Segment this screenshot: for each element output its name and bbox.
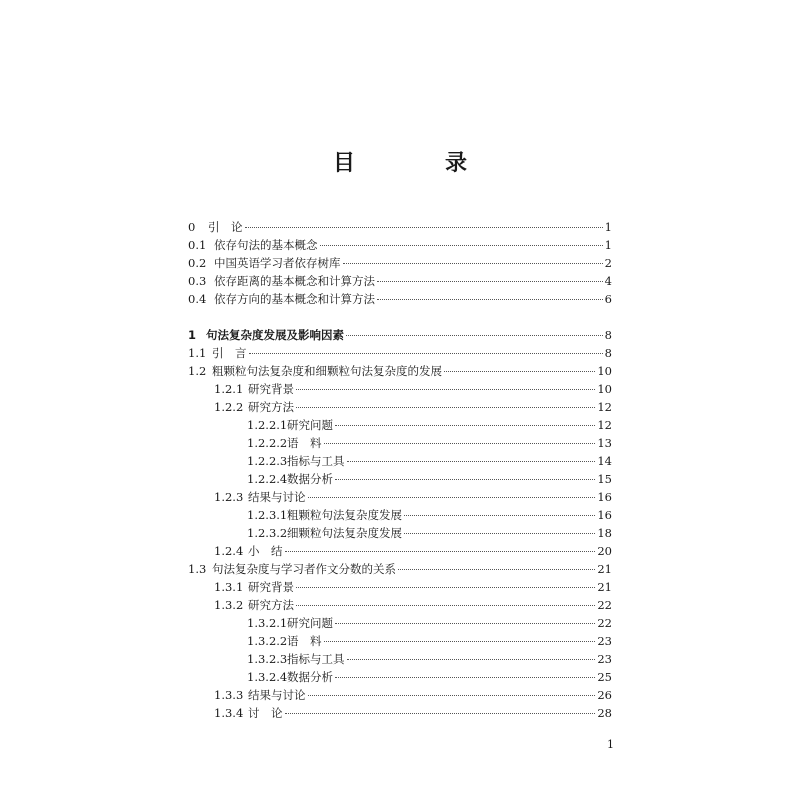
toc-entry-page: 21 bbox=[597, 580, 612, 594]
toc-entry-number: 1.3.2.1 bbox=[247, 616, 288, 630]
toc-entry[interactable] bbox=[247, 524, 612, 542]
toc-entry-page: 26 bbox=[597, 688, 612, 702]
dot-leader bbox=[377, 281, 603, 282]
toc-entry-title: 句法复杂度发展及影响因素 bbox=[206, 328, 344, 342]
toc-entry-page: 23 bbox=[597, 652, 612, 666]
toc-entry-number: 0 bbox=[188, 220, 196, 234]
toc-entry-title: 研究问题 bbox=[287, 418, 333, 432]
dot-leader bbox=[249, 353, 603, 354]
toc-entry-title: 细颗粒句法复杂度发展 bbox=[287, 526, 402, 540]
toc-entry-number: 0.3 bbox=[188, 274, 207, 288]
toc-entry[interactable] bbox=[247, 470, 612, 488]
toc-entry-title: 结果与讨论 bbox=[248, 688, 306, 702]
toc-entry[interactable] bbox=[188, 290, 612, 308]
toc-entry-number: 1.2.2.3 bbox=[247, 454, 288, 468]
toc-entry-number: 0.1 bbox=[188, 238, 207, 252]
toc-entry[interactable] bbox=[188, 344, 612, 362]
toc-entry-title: 研究方法 bbox=[248, 400, 294, 414]
toc-entry-title: 依存句法的基本概念 bbox=[214, 238, 318, 252]
toc-entry-title: 研究背景 bbox=[248, 580, 294, 594]
toc-entry-number: 1.3.4 bbox=[214, 706, 244, 720]
toc-entry-title: 句法复杂度与学习者作文分数的关系 bbox=[212, 562, 396, 576]
toc-entry-title: 依存方向的基本概念和计算方法 bbox=[214, 292, 375, 306]
toc-entry-number: 1.2.2.4 bbox=[247, 472, 288, 486]
toc-entry-page: 10 bbox=[597, 382, 612, 396]
toc-entry-title: 语 料 bbox=[287, 634, 322, 648]
dot-leader bbox=[346, 335, 603, 336]
toc-entry[interactable] bbox=[214, 488, 612, 506]
toc-entry-title: 语 料 bbox=[287, 436, 322, 450]
toc-entry-page: 6 bbox=[604, 292, 612, 306]
toc-entry-page: 12 bbox=[597, 400, 612, 414]
toc-entry-number: 1.3.3 bbox=[214, 688, 244, 702]
toc-entry-title: 引 论 bbox=[208, 220, 243, 234]
toc-entry-page: 8 bbox=[604, 346, 612, 360]
toc-entry-number: 1 bbox=[188, 328, 197, 342]
toc-entry-page: 16 bbox=[597, 490, 612, 504]
toc-entry-page: 25 bbox=[597, 670, 612, 684]
toc-entry-page: 1 bbox=[604, 238, 612, 252]
dot-leader bbox=[296, 389, 595, 390]
toc-entry-page: 21 bbox=[597, 562, 612, 576]
toc-entry[interactable] bbox=[247, 434, 612, 452]
toc-entry-title: 数据分析 bbox=[287, 670, 333, 684]
dot-leader bbox=[308, 695, 596, 696]
toc-entry[interactable] bbox=[188, 560, 612, 578]
toc-entry[interactable] bbox=[247, 650, 612, 668]
dot-leader bbox=[296, 407, 595, 408]
dot-leader bbox=[320, 245, 603, 246]
toc-entry-page: 23 bbox=[597, 634, 612, 648]
toc-entry-page: 16 bbox=[597, 508, 612, 522]
dot-leader bbox=[335, 425, 595, 426]
toc-entry-number: 1.2 bbox=[188, 364, 207, 378]
toc-entry-page: 10 bbox=[597, 364, 612, 378]
toc-entry-number: 1.2.3.1 bbox=[247, 508, 288, 522]
toc-entry[interactable] bbox=[247, 452, 612, 470]
dot-leader bbox=[245, 227, 603, 228]
toc-entry-number: 1.3.2.4 bbox=[247, 670, 288, 684]
toc-entry-title: 研究背景 bbox=[248, 382, 294, 396]
toc-entry-number: 1.2.1 bbox=[214, 382, 244, 396]
toc-entry-number: 1.2.3 bbox=[214, 490, 244, 504]
toc-entry-title: 研究方法 bbox=[248, 598, 294, 612]
dot-leader bbox=[343, 263, 603, 264]
dot-leader bbox=[347, 659, 596, 660]
toc-entry[interactable] bbox=[247, 632, 612, 650]
toc-chapter-entry[interactable] bbox=[188, 326, 612, 344]
toc-entry-page: 14 bbox=[597, 454, 612, 468]
toc-entry-title: 小 结 bbox=[248, 544, 283, 558]
toc-entry[interactable] bbox=[214, 380, 612, 398]
dot-leader bbox=[324, 641, 596, 642]
toc-entry-number: 0.4 bbox=[188, 292, 207, 306]
dot-leader bbox=[335, 623, 595, 624]
toc-entry-title: 粗颗粒句法复杂度发展 bbox=[287, 508, 402, 522]
toc-entry-title: 指标与工具 bbox=[287, 652, 345, 666]
toc-entry-title: 依存距离的基本概念和计算方法 bbox=[214, 274, 375, 288]
toc-entry[interactable] bbox=[247, 416, 612, 434]
toc-entry-page: 4 bbox=[604, 274, 612, 288]
toc-entry-number: 1.2.2 bbox=[214, 400, 244, 414]
dot-leader bbox=[285, 551, 596, 552]
toc-entry-page: 18 bbox=[597, 526, 612, 540]
toc-entry[interactable] bbox=[188, 272, 612, 290]
toc-entry[interactable] bbox=[247, 614, 612, 632]
toc-entry-number: 1.3.2.3 bbox=[247, 652, 288, 666]
toc-entry-page: 1 bbox=[604, 220, 612, 234]
toc-entry-number: 1.3.1 bbox=[214, 580, 244, 594]
toc-entry-number: 1.1 bbox=[188, 346, 207, 360]
toc-entry-title: 中国英语学习者依存树库 bbox=[214, 256, 341, 270]
toc-entry[interactable] bbox=[214, 398, 612, 416]
toc-entry-page: 13 bbox=[597, 436, 612, 450]
toc-entry[interactable] bbox=[214, 596, 612, 614]
toc-entry-page: 28 bbox=[597, 706, 612, 720]
dot-leader bbox=[444, 371, 595, 372]
toc-entry-page: 8 bbox=[604, 328, 612, 342]
toc-entry-title: 讨 论 bbox=[248, 706, 283, 720]
toc-entry[interactable] bbox=[247, 668, 612, 686]
toc-entry[interactable] bbox=[188, 218, 612, 236]
toc-entry-title: 数据分析 bbox=[287, 472, 333, 486]
toc-entry-number: 1.2.4 bbox=[214, 544, 244, 558]
toc-entry-page: 15 bbox=[597, 472, 612, 486]
toc-entry-title: 引 言 bbox=[212, 346, 247, 360]
toc-entry-number: 1.3.2 bbox=[214, 598, 244, 612]
toc-entry-number: 1.3.2.2 bbox=[247, 634, 288, 648]
dot-leader bbox=[404, 533, 595, 534]
dot-leader bbox=[398, 569, 595, 570]
toc-entry-title: 指标与工具 bbox=[287, 454, 345, 468]
toc-title: 目 录 bbox=[332, 151, 501, 176]
dot-leader bbox=[308, 497, 596, 498]
toc-entry[interactable] bbox=[214, 578, 612, 596]
toc-entry-number: 1.2.2.1 bbox=[247, 418, 288, 432]
toc-entry[interactable] bbox=[188, 236, 612, 254]
toc-entry[interactable] bbox=[188, 362, 612, 380]
toc-entry-page: 20 bbox=[597, 544, 612, 558]
toc-entry[interactable] bbox=[247, 506, 612, 524]
toc-entry-number: 1.2.3.2 bbox=[247, 526, 288, 540]
toc-entry-page: 2 bbox=[604, 256, 612, 270]
toc-entry[interactable] bbox=[214, 704, 612, 722]
dot-leader bbox=[404, 515, 595, 516]
toc-entry-page: 12 bbox=[597, 418, 612, 432]
dot-leader bbox=[324, 443, 596, 444]
toc-entry[interactable] bbox=[188, 254, 612, 272]
dot-leader bbox=[296, 587, 595, 588]
toc-entry-number: 0.2 bbox=[188, 256, 207, 270]
toc-entry-page: 22 bbox=[597, 598, 612, 612]
dot-leader bbox=[377, 299, 603, 300]
toc-entry-title: 研究问题 bbox=[287, 616, 333, 630]
toc-entry-page: 22 bbox=[597, 616, 612, 630]
toc-entry-number: 1.2.2.2 bbox=[247, 436, 288, 450]
toc-entry-title: 粗颗粒句法复杂度和细颗粒句法复杂度的发展 bbox=[212, 364, 442, 378]
toc-entry[interactable] bbox=[214, 542, 612, 560]
toc-entry-title: 结果与讨论 bbox=[248, 490, 306, 504]
dot-leader bbox=[335, 677, 595, 678]
dot-leader bbox=[285, 713, 596, 714]
dot-leader bbox=[335, 479, 595, 480]
dot-leader bbox=[296, 605, 595, 606]
toc-entry-number: 1.3 bbox=[188, 562, 207, 576]
page-number: 1 bbox=[607, 738, 614, 751]
dot-leader bbox=[347, 461, 596, 462]
toc-entry[interactable] bbox=[214, 686, 612, 704]
